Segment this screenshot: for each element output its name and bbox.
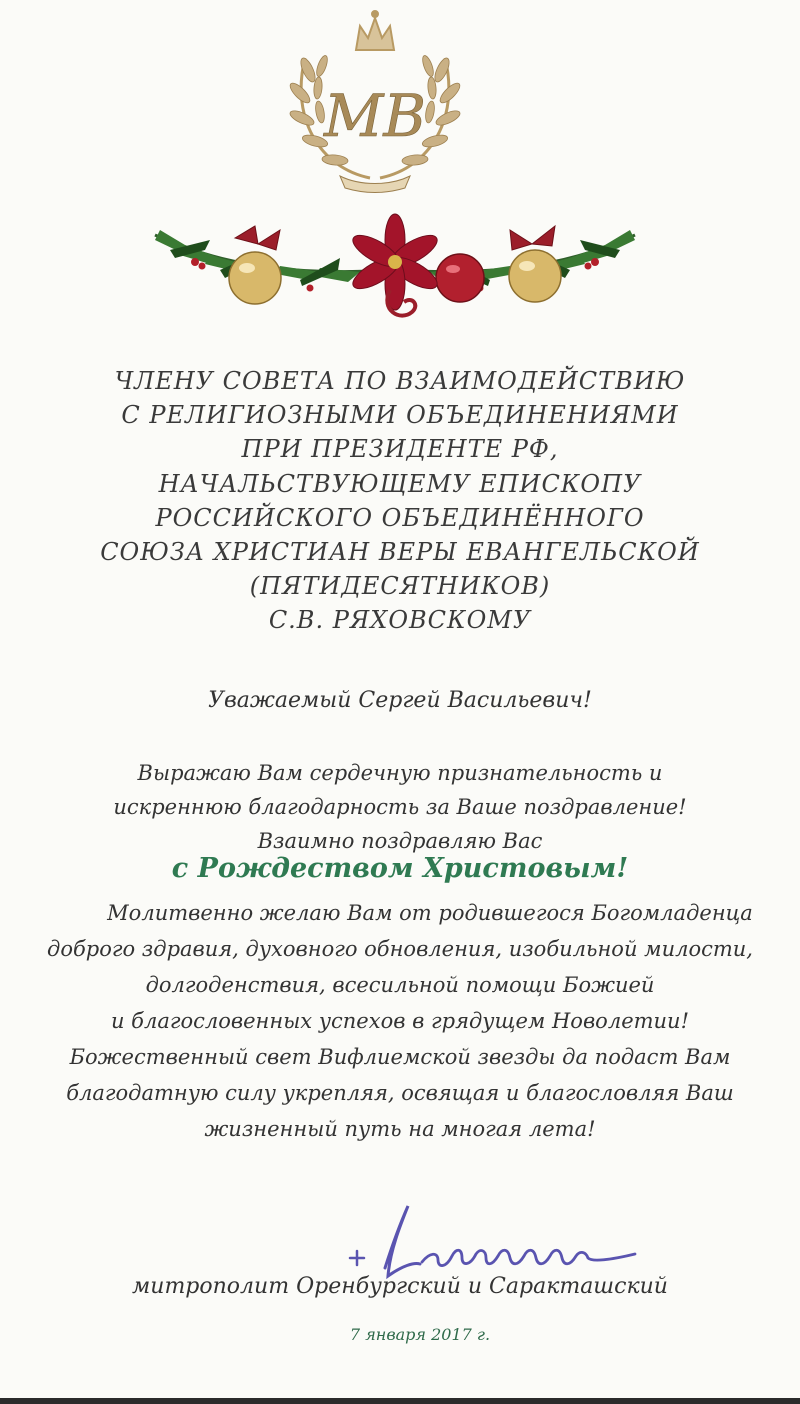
paragraph-line: искреннюю благодарность за Ваше поздравление! <box>113 795 687 819</box>
addressee-block <box>0 364 800 638</box>
addressee-line: НАЧАЛЬСТВУЮЩЕМУ ЕПИСКОПУ <box>158 469 642 498</box>
wishes-paragraph <box>0 895 800 1147</box>
paragraph-line: Выражаю Вам сердечную признательность и <box>137 761 663 785</box>
paragraph-line: и благословенных успехов в грядущем Новолетии! <box>110 1009 690 1033</box>
christmas-garland-illustration <box>150 200 640 330</box>
addressee-line: С РЕЛИГИОЗНЫМИ ОБЪЕДИНЕНИЯМИ <box>121 401 679 430</box>
paragraph-line: Молитвенно желаю Вам от родившегося Богомладенца <box>107 901 753 925</box>
addressee-line: РОССИЙСКОГО ОБЪЕДИНЁННОГО <box>155 503 645 532</box>
salutation: Уважаемый Сергей Васильевич! <box>208 688 592 713</box>
addressee-line: СОЮЗА ХРИСТИАН ВЕРЫ ЕВАНГЕЛЬСКОЙ <box>100 538 700 567</box>
addressee-line: (ПЯТИДЕСЯТНИКОВ) <box>249 572 551 601</box>
handwritten-signature <box>330 1196 650 1286</box>
addressee-line: С.В. РЯХОВСКОМУ <box>268 606 532 635</box>
signatory-title: митрополит Оренбургский и Саракташский <box>132 1274 668 1299</box>
christmas-greeting: с Рождеством Христовым! <box>171 853 629 884</box>
paragraph-line: благодатную силу укрепляя, освящая и благословляя Ваш <box>66 1081 734 1105</box>
bottom-edge-rule <box>0 1398 800 1404</box>
addressee-line: ЧЛЕНУ СОВЕТА ПО ВЗАИМОДЕЙСТВИЮ <box>114 367 686 395</box>
paragraph-line: Взаимно поздравляю Вас <box>257 829 543 853</box>
monogram-emblem <box>270 8 480 193</box>
paragraph-line: долгоденствия, всесильной помощи Божией <box>145 973 655 997</box>
letter-date: 7 января 2017 г. <box>349 1325 491 1344</box>
monogram-text: МВ <box>323 82 427 150</box>
addressee-line: ПРИ ПРЕЗИДЕНТЕ РФ, <box>241 435 559 464</box>
paragraph-line: Божественный свет Вифлиемской звезды да подаст Вам <box>69 1045 731 1069</box>
thanks-paragraph <box>0 756 800 858</box>
paragraph-line: жизненный путь на многая лета! <box>204 1117 596 1141</box>
paragraph-line: доброго здравия, духовного обновления, изобильной милости, <box>47 937 753 961</box>
